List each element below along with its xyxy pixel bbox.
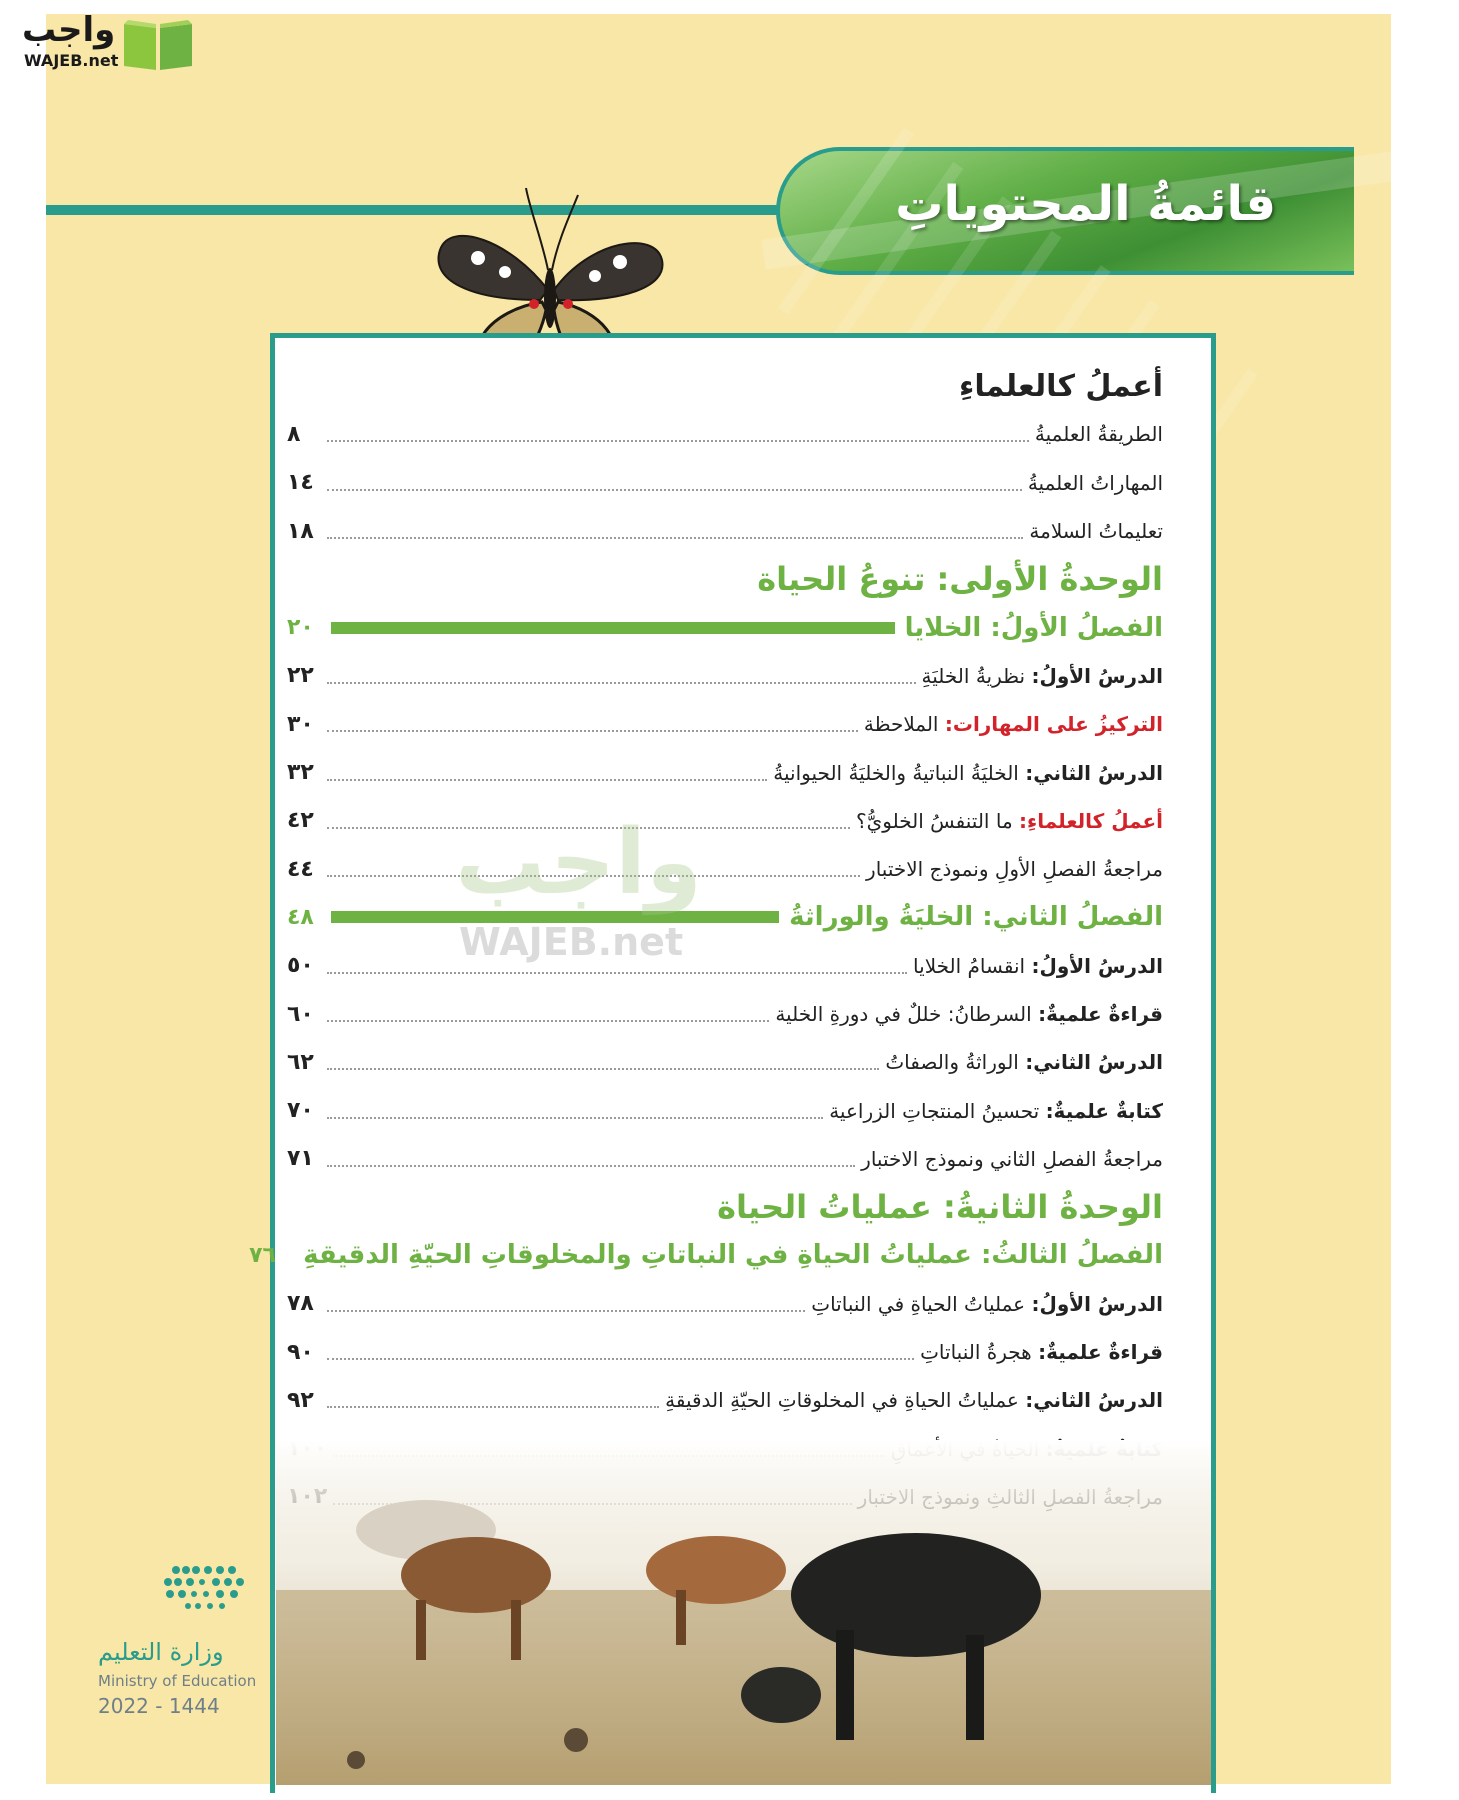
- toc-entry-row[interactable]: [287, 748, 1163, 796]
- toc-dot-leader: [327, 475, 1022, 491]
- toc-entry-label: [866, 857, 1163, 881]
- toc-unit-heading[interactable]: [287, 555, 1163, 603]
- toc-page-number: ٨: [287, 421, 301, 447]
- toc-dot-leader: [327, 1151, 855, 1167]
- toc-dot-leader: [327, 1392, 659, 1408]
- toc-entry-row[interactable]: [287, 990, 1163, 1038]
- toc-entry-tag: الدرسُ الثاني:: [1025, 1050, 1163, 1075]
- toc-page-number: ٩٢: [287, 1387, 314, 1413]
- toc-entry-text: السرطانُ: خللٌ في دورةِ الخلية: [775, 1002, 1032, 1026]
- toc-entry-label: [1035, 422, 1163, 446]
- book-icon: [120, 16, 196, 72]
- toc-entry-tag: الدرسُ الثاني:: [1025, 760, 1163, 785]
- toc-entry-text: نظريةُ الخليَةِ: [921, 663, 1026, 688]
- toc-entry-label: [864, 712, 1163, 736]
- toc-entry-tag: كتابةٌ علميةٌ:: [1045, 1098, 1163, 1123]
- toc-entry-label: [775, 1002, 1163, 1026]
- toc-entry-row[interactable]: [287, 1328, 1163, 1376]
- wajeb-logo[interactable]: [10, 8, 190, 68]
- toc-chapter-label: الفصلُ الثاني: الخليَةُ والوراثةُ: [789, 902, 1163, 933]
- toc-entry-label: [811, 1292, 1163, 1316]
- toc-entry-text: عملياتُ الحياةِ في النباتاتِ: [811, 1291, 1026, 1316]
- toc-heading-label: أعملُ كالعلماءِ: [959, 368, 1163, 404]
- toc-entry-tag: التركيزُ على المهارات:: [944, 712, 1163, 737]
- toc-entry-text: مراجعةُ الفصلِ الأولِ ونموذج الاختبار: [866, 857, 1163, 882]
- toc-page-number: ٧٦: [249, 1242, 276, 1268]
- toc-entry-tag: الدرسُ الأولُ:: [1031, 1291, 1163, 1316]
- toc-entry-row[interactable]: [287, 410, 1163, 458]
- toc-page-number: ٢٠: [287, 615, 314, 641]
- ministry-logo: [98, 1560, 268, 1718]
- toc-chapter-bar: [331, 622, 895, 634]
- toc-page-number: ٩٠: [287, 1339, 314, 1365]
- toc-chapter-row[interactable]: [287, 603, 1163, 651]
- toc-entry-row[interactable]: [287, 942, 1163, 990]
- toc-page-number: ٦٢: [287, 1049, 314, 1075]
- toc-dot-leader: [327, 523, 1023, 539]
- toc-dot-leader: [327, 1054, 879, 1070]
- toc-entry-text: انقسامُ الخلايا: [913, 953, 1026, 978]
- toc-entry-row[interactable]: [287, 797, 1163, 845]
- toc-dot-leader: [327, 1344, 914, 1360]
- toc-entry-text: الخليَةُ النباتيةُ والخليَةُ الحيوانيةُ: [773, 760, 1019, 785]
- toc-entry-row[interactable]: [287, 845, 1163, 893]
- toc-unit-heading[interactable]: [287, 1183, 1163, 1231]
- toc-page-number: ٧٠: [287, 1098, 314, 1124]
- toc-page-number: ٤٤: [287, 856, 314, 882]
- toc-entry-text: تحسينُ المنتجاتِ الزراعية: [829, 1098, 1040, 1123]
- toc-chapter-row[interactable]: [249, 1231, 1163, 1279]
- logo-arabic-text: واجب: [22, 10, 116, 50]
- toc-entry-text: تعليماتُ السلامة: [1029, 519, 1163, 544]
- toc-entry-label: [913, 954, 1163, 978]
- toc-page-number: ٥٠: [287, 953, 314, 979]
- toc-chapter-label: الفصلُ الأولُ: الخلايا: [904, 612, 1163, 643]
- toc-entry-label: [920, 1340, 1163, 1364]
- toc-dot-leader: [327, 765, 767, 781]
- logo-english-text: WAJEB.net: [24, 51, 119, 70]
- toc-heading-label: الوحدةُ الأولى: تنوعُ الحياة: [757, 560, 1163, 599]
- toc-entry-tag: أعملُ كالعلماءِ:: [1019, 808, 1163, 833]
- watermark-arabic: واجب: [455, 810, 702, 915]
- toc-dot-leader: [327, 1006, 769, 1022]
- toc-entry-row[interactable]: [287, 1280, 1163, 1328]
- toc-page-number: ٦٠: [287, 1001, 314, 1027]
- toc-entry-row[interactable]: [287, 700, 1163, 748]
- toc-entry-tag: قراءةٌ علميةٌ:: [1038, 1340, 1163, 1365]
- toc-entry-tag: الدرسُ الأولُ:: [1031, 663, 1163, 688]
- page-title: قائمةُ المحتوياتِ: [895, 176, 1276, 232]
- toc-dot-leader: [327, 1296, 805, 1312]
- toc-dot-leader: [327, 668, 916, 684]
- toc-page-number: ٢٢: [287, 663, 314, 689]
- toc-entry-row[interactable]: [287, 1376, 1163, 1424]
- toc-entry-label: [1029, 519, 1163, 543]
- toc-entry-row[interactable]: [287, 1038, 1163, 1086]
- ministry-dots-icon: [98, 1560, 258, 1630]
- table-of-contents: [249, 362, 1163, 1521]
- toc-entry-row[interactable]: [287, 652, 1163, 700]
- toc-entry-label: [1028, 471, 1163, 495]
- toc-heading-label: الوحدةُ الثانيةُ: عملياتُ الحياة: [717, 1188, 1163, 1227]
- toc-page-number: ٣٠: [287, 711, 314, 737]
- watermark-english: WAJEB.net: [459, 920, 684, 964]
- toc-entry-label: [856, 809, 1163, 833]
- toc-entry-tag: الدرسُ الثاني:: [1025, 1388, 1163, 1413]
- toc-chapter-row[interactable]: [287, 893, 1163, 941]
- toc-page-number: ٤٨: [287, 904, 314, 930]
- toc-page-number: ٧٨: [287, 1291, 314, 1317]
- toc-chapter-label: الفصلُ الثالثُ: عملياتُ الحياةِ في النباتاتِ والمخلوقاتِ الحيّةِ الدقيقةِ: [303, 1240, 1163, 1271]
- toc-entry-label: [861, 1147, 1163, 1171]
- cattle-photo: [276, 1440, 1211, 1785]
- page-margin: [0, 0, 46, 1800]
- toc-section-heading[interactable]: [287, 362, 1163, 410]
- toc-page-number: ٧١: [287, 1146, 314, 1172]
- toc-entry-text: عملياتُ الحياةِ في المخلوقاتِ الحيّةِ الدقيقةِ: [665, 1388, 1019, 1413]
- toc-entry-label: [773, 761, 1163, 785]
- toc-entry-row[interactable]: [287, 1086, 1163, 1134]
- toc-entry-text: مراجعةُ الفصلِ الثاني ونموذج الاختبار: [861, 1146, 1163, 1171]
- toc-entry-text: الوراثةُ والصفاتُ: [885, 1050, 1019, 1075]
- toc-entry-label: [922, 664, 1163, 688]
- toc-entry-tag: قراءةٌ علميةٌ:: [1038, 1002, 1163, 1026]
- toc-entry-row[interactable]: [287, 459, 1163, 507]
- toc-entry-text: هجرةُ النباتاتِ: [920, 1340, 1032, 1365]
- toc-page-number: ١٤: [287, 470, 314, 496]
- toc-entry-label: [885, 1050, 1163, 1074]
- ministry-year: 2022 - 1444: [98, 1694, 220, 1718]
- toc-page-number: ٤٢: [287, 808, 314, 834]
- toc-entry-label: [665, 1388, 1163, 1412]
- toc-dot-leader: [327, 426, 1029, 442]
- toc-entry-text: الطريقةُ العلميةُ: [1034, 422, 1163, 447]
- toc-dot-leader: [327, 1103, 823, 1119]
- toc-entry-row[interactable]: [287, 507, 1163, 555]
- toc-page-number: ٣٢: [287, 760, 314, 786]
- header-line: [46, 205, 786, 215]
- toc-entry-row[interactable]: [287, 1135, 1163, 1183]
- toc-entry-text: الملاحظة: [863, 712, 939, 737]
- ministry-arabic: وزارة التعليم: [98, 1638, 224, 1666]
- toc-entry-label: [829, 1099, 1163, 1123]
- toc-entry-text: المهاراتُ العلميةُ: [1027, 470, 1163, 495]
- toc-entry-tag: الدرسُ الأولُ:: [1031, 953, 1163, 978]
- toc-entry-text: ما التنفسُ الخلويُّ؟: [856, 808, 1013, 833]
- toc-page-number: ١٨: [287, 518, 314, 544]
- toc-dot-leader: [327, 716, 858, 732]
- ministry-english: Ministry of Education: [98, 1672, 257, 1690]
